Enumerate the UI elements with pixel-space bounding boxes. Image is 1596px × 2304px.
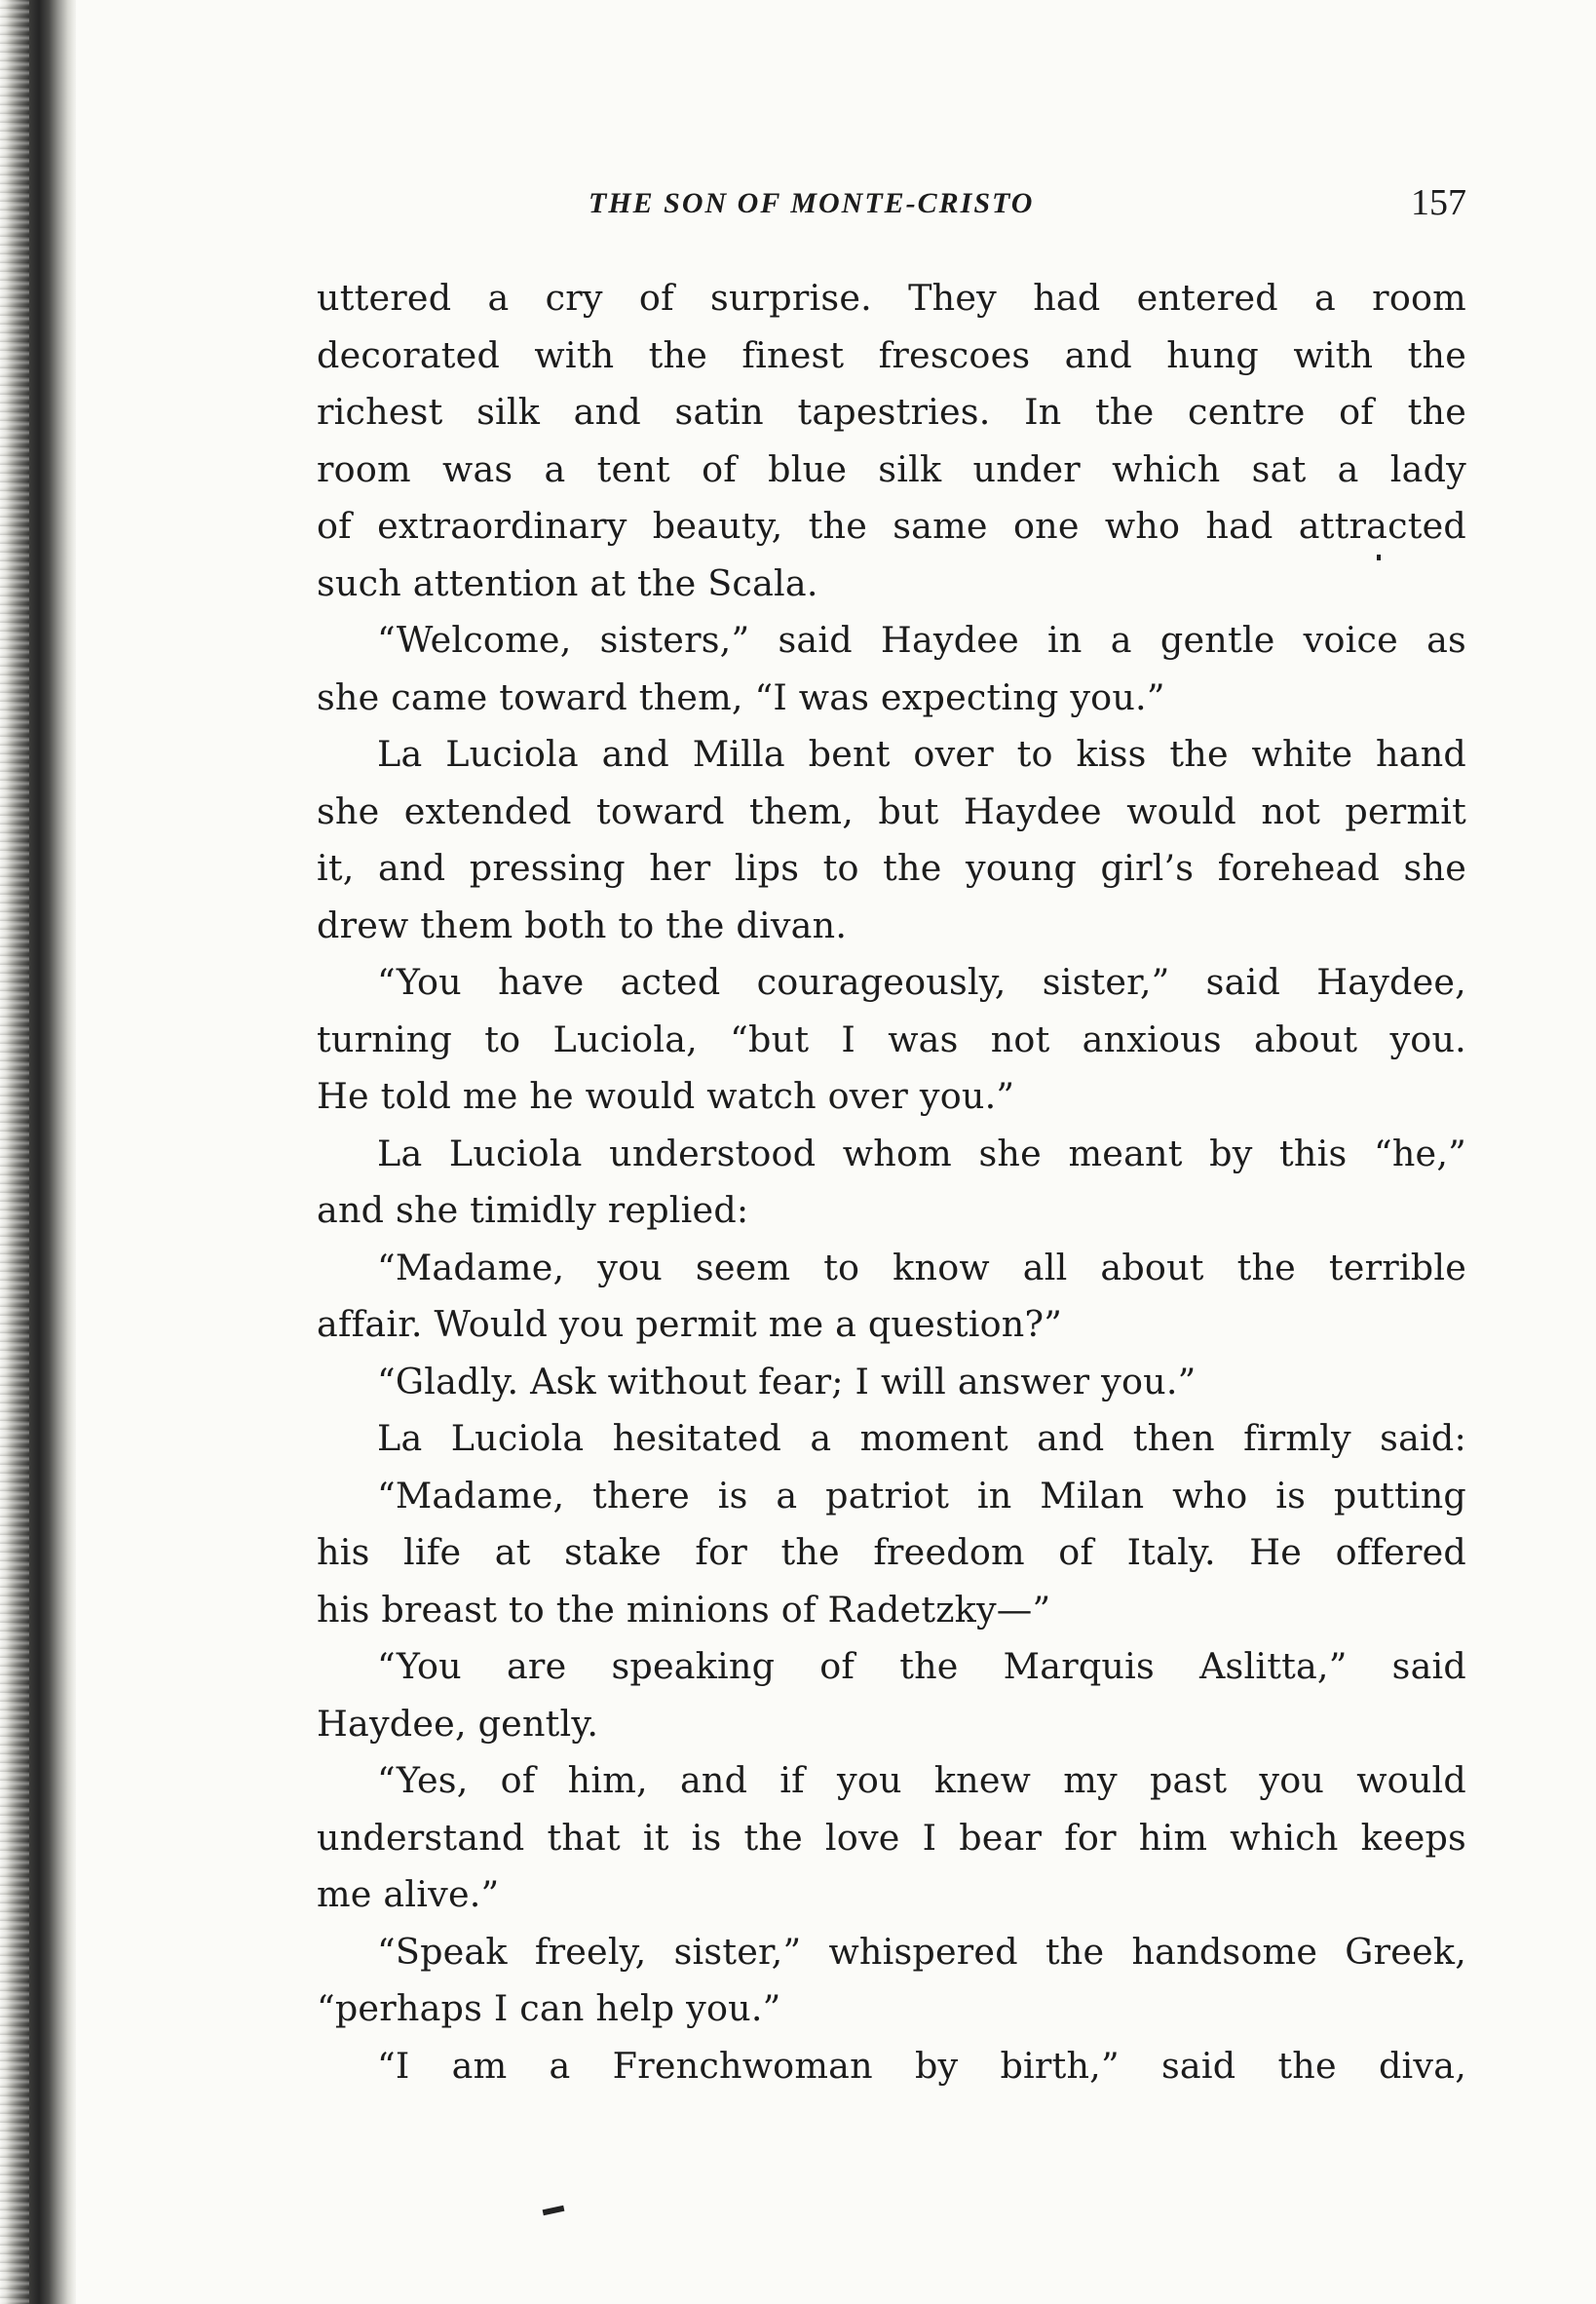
text-line: “You are speaking of the Marquis Aslitta,” said xyxy=(377,1645,1466,1687)
text-line: turning to Luciola, “but I was not anxious about you. xyxy=(317,1018,1466,1060)
text-line: his breast to the minions of Radetzky—” xyxy=(317,1588,1051,1631)
text-line: La Luciola understood whom she meant by this “he,” xyxy=(377,1132,1466,1174)
running-head xyxy=(317,181,1466,236)
text-line: “You have acted courageously, sister,” said Haydee, xyxy=(377,961,1466,1003)
text-line: such attention at the Scala. xyxy=(317,561,818,604)
text-line: drew them both to the divan. xyxy=(317,903,848,946)
text-line: me alive.” xyxy=(317,1873,500,1915)
text-line: she extended toward them, but Haydee would not permit xyxy=(317,789,1466,832)
text-line: she came toward them, “I was expecting you.” xyxy=(317,675,1165,718)
ink-speck xyxy=(543,2206,565,2215)
book-page xyxy=(317,181,1466,2087)
text-line: understand that it is the love I bear for him which keeps xyxy=(317,1816,1466,1859)
text-line: La Luciola hesitated a moment and then firmly said: xyxy=(377,1417,1466,1459)
text-line: richest silk and satin tapestries. In the centre of the xyxy=(317,391,1466,433)
ink-speck xyxy=(1377,555,1381,560)
text-line: his life at stake for the freedom of Italy. He offered xyxy=(317,1531,1466,1573)
text-line: room was a tent of blue silk under which sat a lady xyxy=(317,447,1466,490)
text-line: “Madame, there is a patriot in Milan who is putting xyxy=(377,1474,1466,1517)
running-head-title: THE SON OF MONTE-CRISTO xyxy=(589,187,1035,219)
text-line: “Yes, of him, and if you knew my past you would xyxy=(377,1759,1466,1801)
text-line: “Speak freely, sister,” whispered the handsome Greek, xyxy=(377,1930,1466,1973)
text-line: “Madame, you seem to know all about the terrible xyxy=(377,1246,1466,1288)
binding-texture xyxy=(0,0,29,2304)
text-line: of extraordinary beauty, the same one who had attracted xyxy=(317,505,1466,547)
text-line: La Luciola and Milla bent over to kiss the white hand xyxy=(377,733,1466,775)
text-line: He told me he would watch over you.” xyxy=(317,1075,1015,1117)
text-line: “Gladly. Ask without fear; I will answer you.” xyxy=(377,1360,1197,1402)
text-line: affair. Would you permit me a question?” xyxy=(317,1303,1063,1345)
page-number: 157 xyxy=(1411,182,1466,223)
text-line: uttered a cry of surprise. They had entered a room xyxy=(317,277,1466,319)
text-line: Haydee, gently. xyxy=(317,1702,599,1745)
text-line: and she timidly replied: xyxy=(317,1189,749,1231)
text-line: it, and pressing her lips to the young girl’s forehead she xyxy=(317,847,1466,889)
text-line: “I am a Frenchwoman by birth,” said the diva, xyxy=(377,2044,1466,2087)
text-line: “Welcome, sisters,” said Haydee in a gentle voice as xyxy=(377,619,1466,661)
body-text xyxy=(317,270,1466,2094)
text-line: “perhaps I can help you.” xyxy=(317,1987,781,2029)
text-line: decorated with the finest frescoes and hung with the xyxy=(317,333,1466,376)
